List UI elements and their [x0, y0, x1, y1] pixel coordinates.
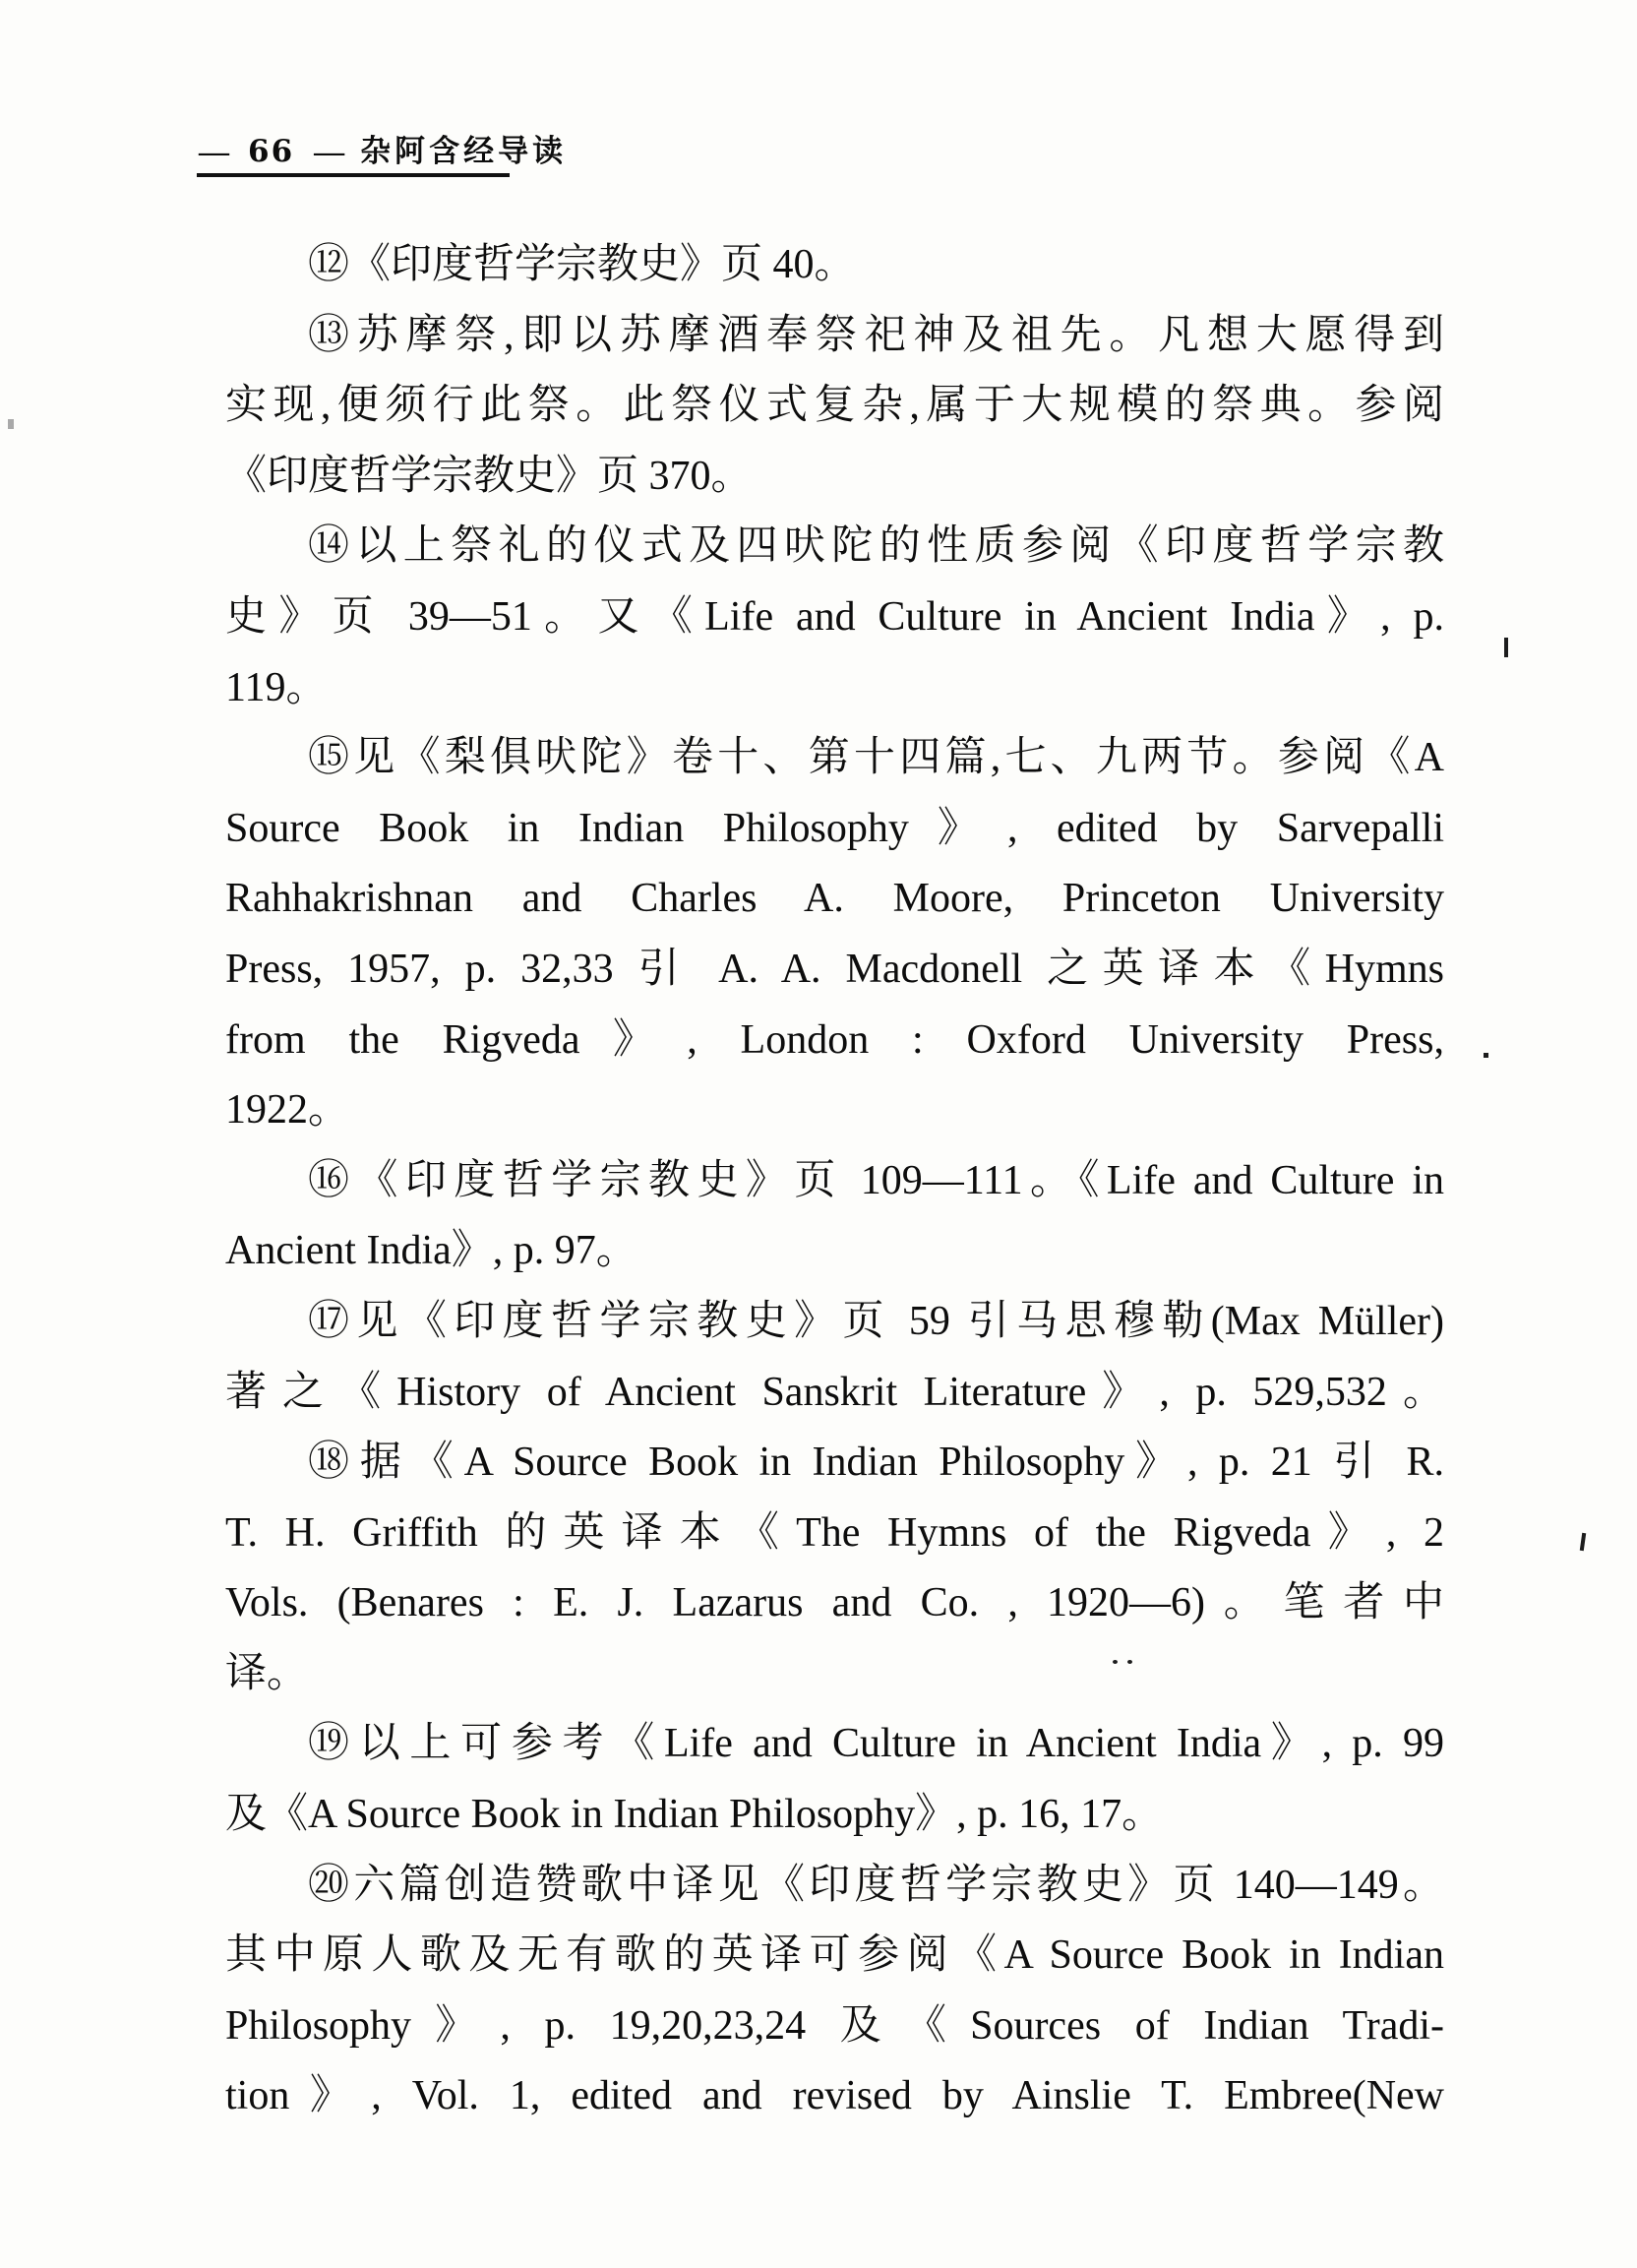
note-line: T. H. Griffith 的英译本《The Hymns of the Rigveda》, 2 — [225, 1509, 1444, 1556]
note-line: Source Book in Indian Philosophy》, edited by Sarvepalli — [225, 805, 1444, 851]
scan-speck — [1484, 1053, 1488, 1058]
note-line: ⑬苏摩祭,即以苏摩酒奉祭祀神及祖先。凡想大愿得到 — [308, 312, 1444, 358]
page-number: 66 — [248, 134, 295, 169]
note-line: 《印度哲学宗教史》页 370。 — [225, 453, 753, 499]
note-line: Rahhakrishnan and Charles A. Moore, Princeton University — [225, 876, 1444, 922]
note-line: Philosophy》, p. 19,20,23,24 及《Sources of Indian Tradi- — [225, 2002, 1444, 2049]
note-line: Press, 1957, p. 32,33 引 A. A. Macdonell 之英译本《Hymns — [225, 946, 1444, 992]
note-line: ⑲以上可参考《Life and Culture in Ancient India》, p. 99 — [308, 1721, 1444, 1767]
note-line: ⑭以上祭礼的仪式及四吠陀的性质参阅《印度哲学宗教 — [308, 523, 1444, 570]
note-line: ⑮见《梨俱吠陀》卷十、第十四篇,七、九两节。参阅《A — [308, 735, 1444, 781]
note-line: 1922。 — [225, 1087, 350, 1134]
scan-speck — [1113, 1660, 1118, 1664]
note-line: 及《A Source Book in Indian Philosophy》, p. 16, 17。 — [225, 1792, 1164, 1838]
note-line: Ancient India》, p. 97。 — [225, 1228, 637, 1274]
header-dash-right: — — [314, 134, 345, 168]
header-underline — [197, 173, 510, 177]
scan-speck — [1580, 1533, 1586, 1551]
endnotes-text-block — [225, 230, 1444, 2132]
note-line: ⑰见《印度哲学宗教史》页 59 引马思穆勒(Max Müller) — [308, 1298, 1444, 1344]
scan-speck — [1504, 638, 1508, 657]
note-line: from the Rigveda》, London : Oxford University Press, — [225, 1016, 1444, 1063]
note-line: ⑳六篇创造赞歌中译见《印度哲学宗教史》页 140—149。 — [308, 1862, 1444, 1908]
note-line: 119。 — [225, 664, 328, 710]
note-line: 其中原人歌及无有歌的英译可参阅《A Source Book in Indian — [225, 1932, 1444, 1979]
note-line: Vols. (Benares : E. J. Lazarus and Co. , 1920—6)。笔者中 — [225, 1580, 1444, 1626]
note-line: tion》, Vol. 1, edited and revised by Ainslie T. Embree(New — [225, 2073, 1444, 2119]
note-line: ⑯《印度哲学宗教史》页 109—111。《Life and Culture in — [308, 1157, 1444, 1203]
note-line: ⑫《印度哲学宗教史》页 40。 — [308, 242, 856, 287]
scan-speck — [1127, 1660, 1132, 1664]
header-dash-left: — — [199, 134, 229, 168]
note-line: 史》页 39—51。又《Life and Culture in Ancient India》, p. — [225, 593, 1444, 640]
note-line: 实现,便须行此祭。此祭仪式复杂,属于大规模的祭典。参阅 — [225, 383, 1444, 429]
book-title: 杂阿含经导读 — [360, 134, 568, 168]
note-line: 著之《History of Ancient Sanskrit Literature》, p. 529,532。 — [225, 1369, 1444, 1415]
scan-speck — [8, 419, 14, 429]
running-header — [199, 126, 567, 170]
note-line: 译。 — [225, 1650, 309, 1696]
note-line: ⑱据《A Source Book in Indian Philosophy》, p. 21 引 R. — [308, 1440, 1444, 1486]
